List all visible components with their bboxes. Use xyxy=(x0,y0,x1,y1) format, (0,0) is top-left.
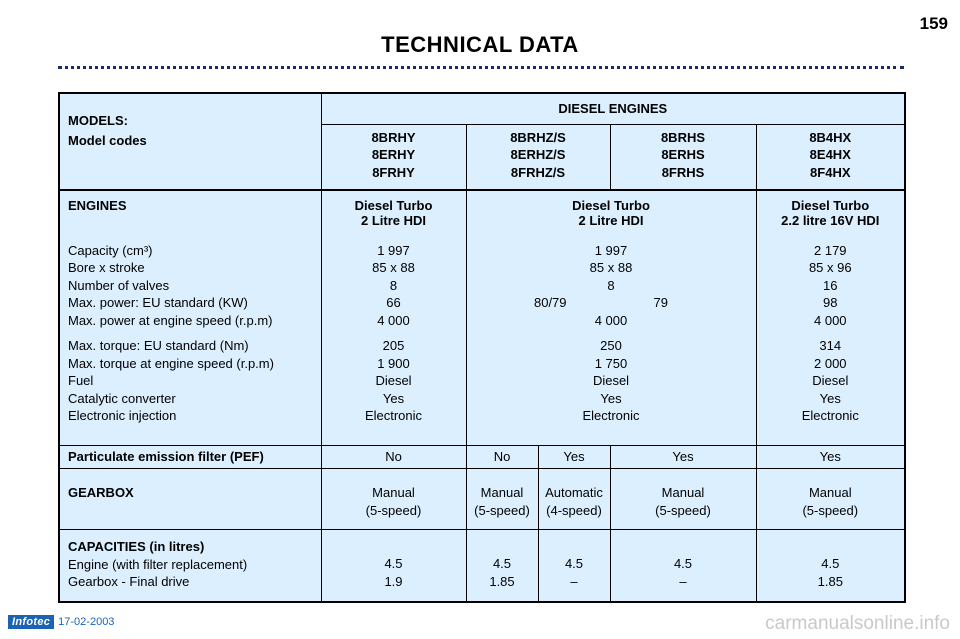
footer-date: 17-02-2003 xyxy=(58,616,115,628)
model-code-group-2: 8BRHZ/S 8ERHZ/S 8FRHZ/S xyxy=(466,124,610,190)
header-row xyxy=(59,93,905,124)
model-code-group-1: 8BRHY 8ERHY 8FRHY xyxy=(321,124,466,190)
row-label: Bore x stroke xyxy=(68,260,145,275)
capacities-label: CAPACITIES (in litres) xyxy=(68,539,205,554)
engines-section xyxy=(59,190,905,445)
diesel-engines-header: DIESEL ENGINES xyxy=(558,101,668,116)
row-label: Number of valves xyxy=(68,277,170,293)
gearbox-row: GEARBOX Manual (5-speed) Manual (5-speed) Automatic (4-speed) Manual (5-speed) Manual (5-speed) xyxy=(59,469,905,530)
model-code-group-4: 8B4HX 8E4HX 8F4HX xyxy=(756,124,905,190)
dotted-divider xyxy=(58,66,904,69)
engine-column-2: Diesel Turbo 2 Litre HDI 1 997 85 x 88 8 80/79 79 4 000 250 1 750 Diesel Yes Electronic xyxy=(466,190,756,445)
row-label: Electronic injection xyxy=(68,408,177,423)
row-label: Gearbox - Final drive xyxy=(68,574,190,589)
model-code-group-3: 8BRHS 8ERHS 8FRHS xyxy=(610,124,756,190)
row-label: Max. power at engine speed (r.p.m) xyxy=(68,312,273,328)
model-codes-label: Model codes xyxy=(68,132,147,148)
engine-column-1: Diesel Turbo 2 Litre HDI 1 997 85 x 88 8 66 4 000 205 1 900 Diesel Yes Electronic xyxy=(321,190,466,445)
row-label: Max. torque at engine speed (r.p.m) xyxy=(68,355,274,371)
pef-row: Particulate emission filter (PEF) No No Yes Yes Yes xyxy=(59,445,905,469)
row-label: Engine (with filter replacement) xyxy=(68,556,248,572)
infotec-logo: Infotec xyxy=(8,615,54,629)
page-number: 159 xyxy=(919,14,948,33)
power-value-b: 79 xyxy=(653,295,668,310)
page-title: TECHNICAL DATA xyxy=(381,32,579,57)
technical-data-table xyxy=(58,92,906,603)
engines-label: ENGINES xyxy=(68,198,127,213)
capacities-row: CAPACITIES (in litres) Engine (with filter replacement) Gearbox - Final drive 4.5 1.9 4.5 1.85 4.5 – 4.5 – 4.5 1.85 xyxy=(59,530,905,602)
row-label: Fuel xyxy=(68,373,94,388)
gearbox-label: GEARBOX xyxy=(59,469,321,530)
row-label: Max. torque: EU standard (Nm) xyxy=(68,338,249,353)
watermark: carmanualsonline.info xyxy=(765,613,950,634)
power-value-a: 80/79 xyxy=(533,295,567,310)
engine-column-3: Diesel Turbo 2.2 litre 16V HDI 2 179 85 x 96 16 98 4 000 314 2 000 Diesel Yes Electronic xyxy=(756,190,905,445)
pef-label: Particulate emission filter (PEF) xyxy=(59,445,321,469)
footer-info xyxy=(8,615,114,629)
row-label: Catalytic converter xyxy=(68,390,176,406)
row-label: Capacity (cm³) xyxy=(68,242,153,258)
models-label: MODELS: xyxy=(68,113,128,128)
row-label: Max. power: EU standard (KW) xyxy=(68,295,248,310)
